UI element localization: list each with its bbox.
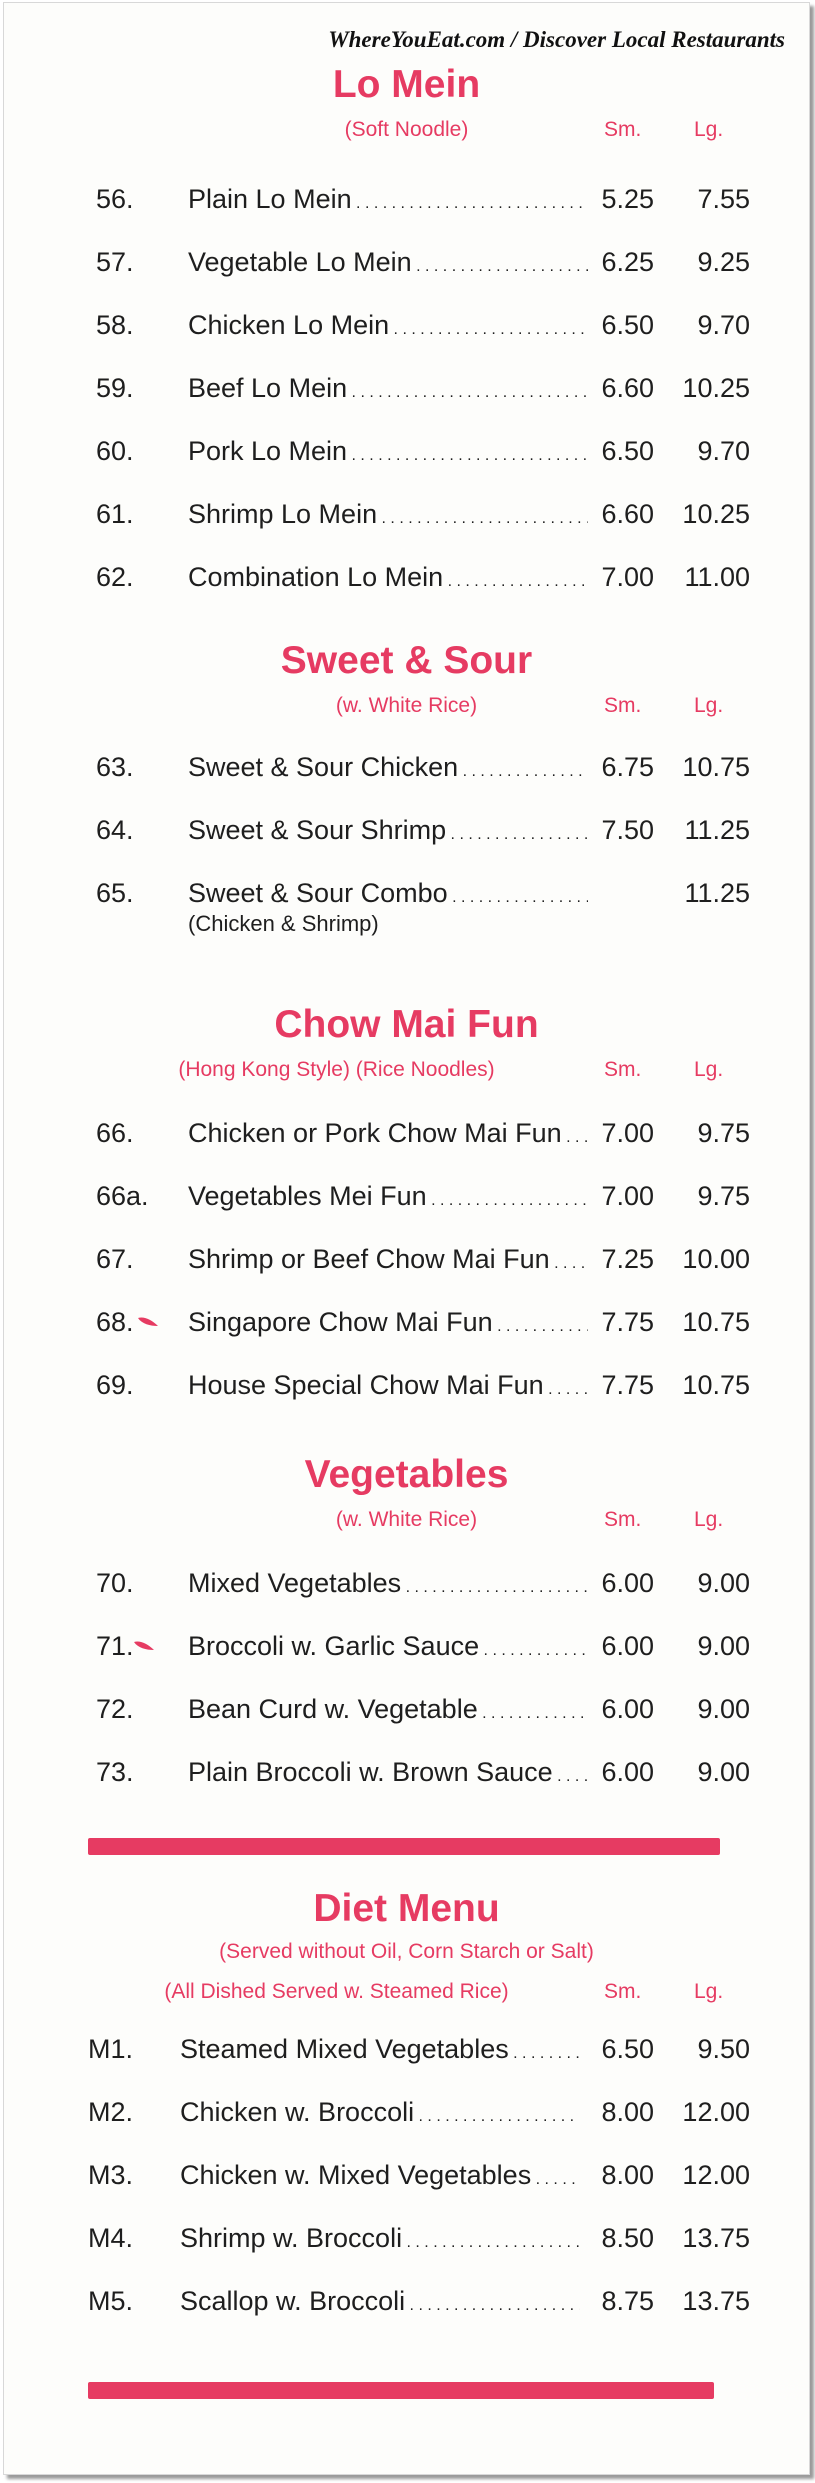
small-price: 7.75 (601, 1307, 654, 1337)
item-name: Scallop w. Broccoli . . . (180, 2283, 580, 2324)
item-name: House Special Chow Mai Fun . . . (188, 1367, 588, 1408)
small-size-label: Sm. (604, 694, 642, 717)
item-name: Pork Lo Mein . . . (188, 433, 588, 474)
section-note-row (4, 1933, 809, 1971)
large-price: 9.00 (697, 1757, 750, 1787)
small-price: 6.00 (601, 1631, 654, 1661)
large-price: 9.70 (697, 310, 750, 340)
menu-item (4, 181, 809, 244)
item-number: 57. (96, 247, 134, 277)
item-number: 62. (96, 562, 134, 592)
section-note: (Soft Noodle) (344, 118, 469, 141)
item-number: 59. (96, 373, 134, 403)
item-name: Steamed Mixed Vegetables . . . (180, 2031, 580, 2072)
menu-item (4, 1754, 809, 1817)
item-name: Vegetable Lo Mein . . . (188, 244, 588, 285)
section-note: (w. White Rice) (335, 694, 478, 717)
section-chow-mai-fun (4, 1003, 809, 1430)
small-price: 6.75 (601, 752, 654, 782)
small-price: 6.50 (601, 2034, 654, 2064)
menu-item (4, 749, 809, 812)
item-name: Bean Curd w. Vegetable . . . (188, 1691, 588, 1732)
item-number: 65. (96, 878, 134, 908)
item-number: 58. (96, 310, 134, 340)
large-price: 13.75 (682, 2286, 750, 2316)
section-subheader (4, 1973, 809, 2011)
item-number: M1. (88, 2034, 134, 2064)
small-price: 6.25 (601, 247, 654, 277)
large-price: 11.25 (684, 878, 750, 908)
section-sweet-sour (4, 639, 809, 945)
item-list (4, 749, 809, 945)
item-name: Shrimp w. Broccoli . . . (180, 2220, 580, 2261)
small-price: 8.50 (601, 2223, 654, 2253)
item-number: M3. (88, 2160, 134, 2190)
item-name: Sweet & Sour Chicken . . . (188, 749, 588, 790)
large-price: 10.75 (682, 1307, 750, 1337)
large-price: 12.00 (682, 2097, 750, 2127)
section-title: Lo Mein (332, 63, 481, 106)
section-vegetables (4, 1453, 809, 1817)
large-price: 9.00 (697, 1631, 750, 1661)
item-number: 63. (96, 752, 134, 782)
section-title: Vegetables (304, 1453, 509, 1496)
menu-item (4, 2157, 809, 2220)
small-price: 6.50 (601, 310, 654, 340)
item-number: 72. (96, 1694, 134, 1724)
section-note: (w. White Rice) (335, 1508, 478, 1531)
menu-item (4, 244, 809, 307)
small-price: 6.50 (601, 436, 654, 466)
item-number: 61. (96, 499, 134, 529)
item-name: Chicken w. Broccoli . . . (180, 2094, 580, 2135)
large-price: 9.75 (697, 1181, 750, 1211)
section-divider (88, 2382, 714, 2399)
menu-item (4, 875, 809, 945)
menu-item (4, 1367, 809, 1430)
large-price: 13.75 (682, 2223, 750, 2253)
small-size-label: Sm. (604, 1058, 642, 1081)
spicy-pepper-icon (136, 1314, 160, 1328)
large-price: 9.50 (697, 2034, 750, 2064)
small-price: 6.60 (601, 499, 654, 529)
item-name: Beef Lo Mein . . . (188, 370, 588, 411)
large-size-label: Lg. (694, 1508, 724, 1531)
large-price: 9.25 (697, 247, 750, 277)
item-name: Sweet & Sour Shrimp . . . (188, 812, 588, 853)
section-lo-mein (4, 63, 809, 622)
section-note: (All Dished Served w. Steamed Rice) (164, 1980, 509, 2003)
menu-item (4, 2283, 809, 2346)
large-price: 10.00 (682, 1244, 750, 1274)
menu-item (4, 1565, 809, 1628)
small-price: 6.00 (601, 1568, 654, 1598)
small-price: 5.25 (601, 184, 654, 214)
item-name: Vegetables Mei Fun . . . (188, 1178, 588, 1219)
item-name: Sweet & Sour Combo . . . (188, 875, 588, 916)
item-list (4, 1565, 809, 1817)
item-number: 73. (96, 1757, 134, 1787)
item-name: Singapore Chow Mai Fun . . . (188, 1304, 588, 1345)
item-number: M4. (88, 2223, 134, 2253)
item-number: 70. (96, 1568, 134, 1598)
item-number: 67. (96, 1244, 134, 1274)
small-price: 7.75 (601, 1370, 654, 1400)
large-price: 7.55 (697, 184, 750, 214)
item-list (4, 2031, 809, 2346)
item-number: 66a. (96, 1181, 149, 1211)
spicy-pepper-icon (132, 1638, 156, 1652)
large-size-label: Lg. (694, 1058, 724, 1081)
large-price: 11.25 (684, 815, 750, 845)
section-subheader (4, 687, 809, 725)
item-number: 64. (96, 815, 134, 845)
item-name: Chicken w. Mixed Vegetables . . . (180, 2157, 580, 2198)
menu-item (4, 433, 809, 496)
item-number: 60. (96, 436, 134, 466)
menu-item (4, 2031, 809, 2094)
menu-item (4, 1691, 809, 1754)
site-banner: WhereYouEat.com / Discover Local Restaurants (328, 27, 785, 52)
menu-item (4, 1115, 809, 1178)
small-price: 7.00 (601, 1118, 654, 1148)
menu-page (3, 2, 810, 2475)
small-price: 8.00 (601, 2097, 654, 2127)
menu-item (4, 2094, 809, 2157)
menu-item (4, 1178, 809, 1241)
menu-item (4, 307, 809, 370)
small-price: 7.50 (601, 815, 654, 845)
section-subheader (4, 1051, 809, 1089)
item-detail: (Chicken & Shrimp) (188, 911, 379, 936)
menu-item (4, 496, 809, 559)
menu-item (4, 559, 809, 622)
section-diet-menu (4, 1887, 809, 2346)
menu-item (4, 1304, 809, 1367)
menu-item (4, 1241, 809, 1304)
item-name: Broccoli w. Garlic Sauce . . . (188, 1628, 588, 1669)
large-size-label: Lg. (694, 694, 724, 717)
large-size-label: Lg. (694, 118, 724, 141)
small-price: 7.25 (601, 1244, 654, 1274)
item-number: 68. (96, 1307, 134, 1337)
item-number: 71. (96, 1631, 134, 1661)
item-number: M2. (88, 2097, 134, 2127)
large-price: 10.25 (682, 373, 750, 403)
small-size-label: Sm. (604, 118, 642, 141)
large-price: 10.75 (682, 752, 750, 782)
section-note: (Served without Oil, Corn Starch or Salt) (219, 1940, 594, 1963)
small-size-label: Sm. (604, 1980, 642, 2003)
item-name: Chicken or Pork Chow Mai Fun . . . (188, 1115, 588, 1156)
large-price: 11.00 (684, 562, 750, 592)
small-price: 6.60 (601, 373, 654, 403)
small-price: 6.00 (601, 1694, 654, 1724)
item-number: 69. (96, 1370, 134, 1400)
section-title: Diet Menu (313, 1887, 500, 1930)
item-list (4, 1115, 809, 1430)
large-price: 10.25 (682, 499, 750, 529)
section-title: Chow Mai Fun (274, 1003, 539, 1046)
large-price: 9.00 (697, 1694, 750, 1724)
section-divider (88, 1838, 720, 1855)
item-number: 56. (96, 184, 134, 214)
item-number: 66. (96, 1118, 134, 1148)
item-name: Shrimp or Beef Chow Mai Fun . . . (188, 1241, 588, 1282)
item-name: Shrimp Lo Mein . . . (188, 496, 588, 537)
large-price: 10.75 (682, 1370, 750, 1400)
large-price: 9.70 (697, 436, 750, 466)
section-subheader (4, 1501, 809, 1539)
large-size-label: Lg. (694, 1980, 724, 2003)
section-note: (Hong Kong Style) (Rice Noodles) (178, 1058, 495, 1081)
small-price: 7.00 (601, 1181, 654, 1211)
section-subheader (4, 111, 809, 149)
section-title: Sweet & Sour (280, 639, 533, 682)
menu-item (4, 812, 809, 875)
small-size-label: Sm. (604, 1508, 642, 1531)
menu-item (4, 2220, 809, 2283)
large-price: 9.75 (697, 1118, 750, 1148)
item-name: Combination Lo Mein . . . (188, 559, 588, 600)
item-name: Mixed Vegetables . . . (188, 1565, 588, 1606)
small-price: 6.00 (601, 1757, 654, 1787)
item-list (4, 181, 809, 622)
large-price: 9.00 (697, 1568, 750, 1598)
large-price: 12.00 (682, 2160, 750, 2190)
small-price: 7.00 (601, 562, 654, 592)
item-number: M5. (88, 2286, 134, 2316)
small-price: 8.75 (601, 2286, 654, 2316)
menu-item (4, 370, 809, 433)
item-name: Plain Broccoli w. Brown Sauce . . . (188, 1754, 588, 1795)
small-price: 8.00 (601, 2160, 654, 2190)
menu-item (4, 1628, 809, 1691)
item-name: Plain Lo Mein . . . (188, 181, 588, 222)
item-name: Chicken Lo Mein . . . (188, 307, 588, 348)
